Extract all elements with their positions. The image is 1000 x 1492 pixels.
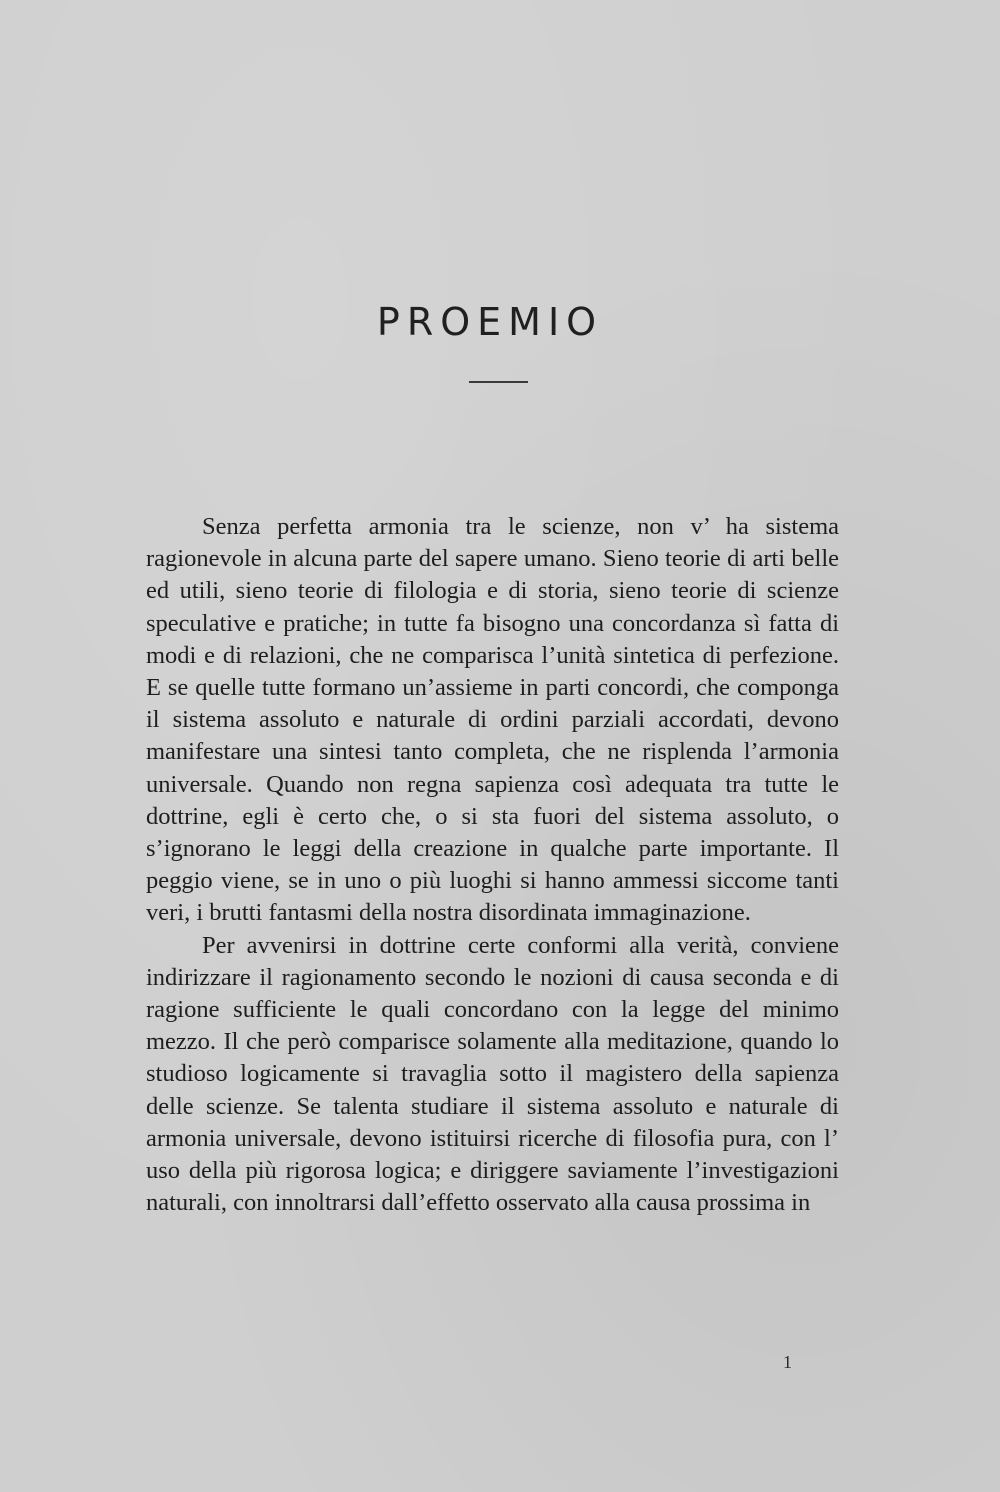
body-text: [146, 511, 839, 1219]
paragraph-1: Senza perfetta armonia tra le scienze, non v’ ha sistema ragionevole in alcuna parte del sapere umano. Sieno teorie di arti belle ed utili, sieno teorie di filologia e di storia, sieno teorie di scienze speculative e pratiche; in tutte fa bisogno una concordanza sì fatta di modi e di relazioni, che ne comparisca l’unità sintetica di perfezione. E se quelle tutte formano un’assieme in parti concordi, che componga il sistema assoluto e naturale di ordini parziali accordati, devono manifestare una sintesi tanto completa, che ne risplenda l’armonia universale. Quando non regna sapienza così adequata tra tutte le dottrine, egli è certo che, o si sta fuori del sistema assoluto, o s’ignorano le leggi della creazione in qualche parte importante. Il peggio viene, se in uno o più luoghi si hanno ammessi siccome tanti veri, i brutti fantasmi della nostra disordinata immaginazione.: [146, 513, 839, 927]
chapter-title: PROEMIO: [376, 300, 604, 344]
paragraph-2: Per avvenirsi in dottrine certe conformi alla verità, conviene indirizzare il ragionamento secondo le nozioni di causa seconda e di ragione sufficiente le quali concordano con la legge del minimo mezzo. Il che però comparisce solamente alla meditazione, quando lo studioso logicamente si travaglia sotto il magistero della sapienza delle scienze. Se talenta studiare il sistema assoluto e naturale di armonia universale, devono istituirsi ricerche di filosofia pura, con l’ uso della più rigorosa logica; e diriggere saviamente l’investigazioni naturali, con innoltrarsi dall’effetto osservato alla causa prossima in: [146, 931, 839, 1217]
title-rule: [469, 381, 528, 383]
page-number: 1: [783, 1352, 792, 1372]
